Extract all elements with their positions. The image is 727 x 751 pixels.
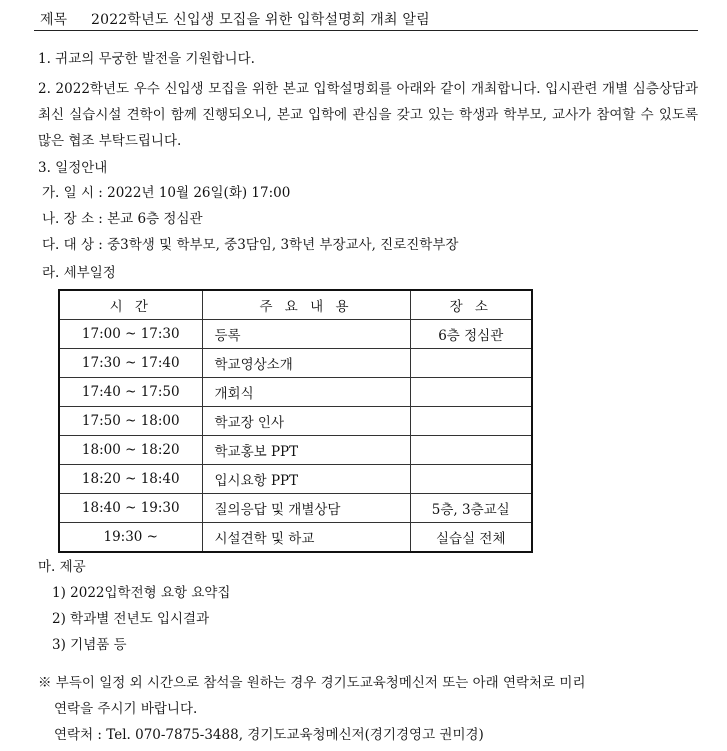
table-row: [59, 407, 532, 436]
table-row: [59, 523, 532, 553]
cell-time: 17:30 ~ 17:40: [59, 349, 202, 378]
provide-heading: 마. 제공: [38, 559, 86, 575]
contact-info: 연락처 : Tel. 070-7875-3488, 경기도교육청메신저(경기경영고 권미경): [54, 727, 484, 743]
cell-place: [410, 349, 532, 378]
cell-place: [410, 465, 532, 494]
title-row: [34, 6, 698, 31]
column-header-place: 장 소: [410, 290, 532, 320]
note-line-2: 연락을 주시기 바랍니다.: [54, 701, 198, 717]
cell-place: 실습실 전체: [410, 523, 532, 553]
schedule-date: 가. 일 시 : 2022년 10월 26일(화) 17:00: [42, 185, 291, 201]
table-row: [59, 494, 532, 523]
cell-time: 17:50 ~ 18:00: [59, 407, 202, 436]
table-row: [59, 465, 532, 494]
note-line-1: ※ 부득이 일정 외 시간으로 참석을 원하는 경우 경기도교육청메신저 또는 아래 연락처로 미리: [38, 675, 586, 691]
table-row: [59, 436, 532, 465]
cell-place: 6층 정심관: [410, 320, 532, 349]
column-header-content: 주 요 내 용: [202, 290, 410, 320]
cell-item: 개회식: [202, 378, 410, 407]
cell-place: [410, 378, 532, 407]
schedule-table: [58, 289, 533, 553]
table-row: [59, 349, 532, 378]
item-2-paragraph: 2. 2022학년도 우수 신입생 모집을 위한 본교 입학설명회를 아래와 같이 개최합니다. 입시관련 개별 심층상담과 최신 실습시설 견학이 함께 진행되오니, 본교 입학에 관심을 갖고 있는 학생과 학부모, 교사가 참여할 수 있도록 많은 협조 부탁드립니다.: [38, 81, 698, 149]
cell-item: 등록: [202, 320, 410, 349]
cell-item: 학교영상소개: [202, 349, 410, 378]
cell-time: 18:20 ~ 18:40: [59, 465, 202, 494]
table-header-row: [59, 290, 532, 320]
title-label: 제목: [40, 12, 68, 28]
cell-time: 17:40 ~ 17:50: [59, 378, 202, 407]
cell-time: 17:00 ~ 17:30: [59, 320, 202, 349]
cell-item: 학교홍보 PPT: [202, 436, 410, 465]
cell-item: 입시요항 PPT: [202, 465, 410, 494]
schedule-detail-heading: 라. 세부일정: [42, 265, 116, 281]
list-item: 1) 2022입학전형 요항 요약집: [52, 585, 231, 601]
page-title: 2022학년도 신입생 모집을 위한 입학설명회 개최 알림: [91, 12, 430, 28]
cell-place: [410, 436, 532, 465]
cell-place: [410, 407, 532, 436]
table-row: [59, 320, 532, 349]
schedule-audience: 다. 대 상 : 중3학생 및 학부모, 중3담임, 3학년 부장교사, 진로진학부장: [42, 237, 459, 253]
column-header-time: 시 간: [59, 290, 202, 320]
cell-item: 시설견학 및 하교: [202, 523, 410, 553]
cell-time: 18:00 ~ 18:20: [59, 436, 202, 465]
item-3-heading: 3. 일정안내: [38, 160, 108, 176]
schedule-place: 나. 장 소 : 본교 6층 정심관: [42, 211, 203, 227]
list-item: 2) 학과별 전년도 입시결과: [52, 611, 210, 627]
table-row: [59, 378, 532, 407]
cell-time: 18:40 ~ 19:30: [59, 494, 202, 523]
cell-time: 19:30 ~: [59, 523, 202, 553]
item-1: 1. 귀교의 무궁한 발전을 기원합니다.: [38, 51, 255, 67]
cell-item: 질의응답 및 개별상담: [202, 494, 410, 523]
cell-place: 5층, 3층교실: [410, 494, 532, 523]
cell-item: 학교장 인사: [202, 407, 410, 436]
list-item: 3) 기념품 등: [52, 637, 127, 653]
